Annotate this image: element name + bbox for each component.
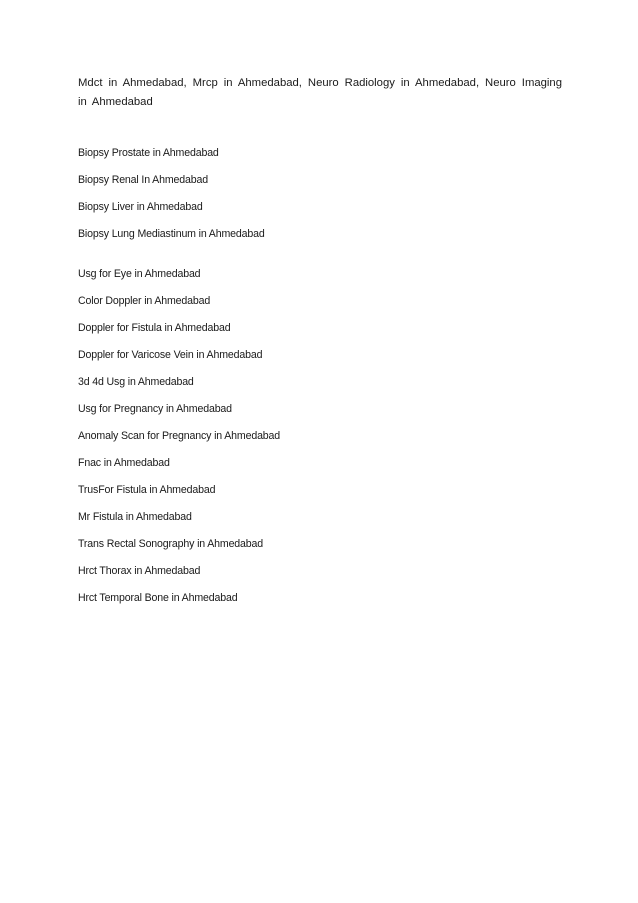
list-item: Biopsy Renal In Ahmedabad bbox=[78, 174, 208, 186]
list-item: Color Doppler in Ahmedabad bbox=[78, 295, 211, 307]
list-item: Anomaly Scan for Pregnancy in Ahmedabad bbox=[78, 430, 281, 442]
list-item: TrusFor Fistula in Ahmedabad bbox=[78, 484, 216, 496]
list-item: 3d 4d Usg in Ahmedabad bbox=[78, 376, 194, 388]
list-item: Hrct Temporal Bone in Ahmedabad bbox=[78, 592, 238, 604]
intro-paragraph: Mdct in Ahmedabad, Mrcp in Ahmedabad, Neuro Radiology in Ahmedabad, Neuro Imaging in Ahmedabad bbox=[78, 77, 562, 108]
list-item: Doppler for Fistula in Ahmedabad bbox=[78, 322, 231, 334]
list-item: Doppler for Varicose Vein in Ahmedabad bbox=[78, 349, 263, 361]
list-item: Biopsy Lung Mediastinum in Ahmedabad bbox=[78, 228, 265, 240]
biopsy-list bbox=[78, 147, 562, 241]
list-item: Biopsy Prostate in Ahmedabad bbox=[78, 147, 219, 159]
list-item: Biopsy Liver in Ahmedabad bbox=[78, 201, 203, 213]
list-item: Mr Fistula in Ahmedabad bbox=[78, 511, 192, 523]
list-item: Fnac in Ahmedabad bbox=[78, 457, 170, 469]
list-item: Trans Rectal Sonography in Ahmedabad bbox=[78, 538, 264, 550]
imaging-list bbox=[78, 268, 562, 605]
document-content bbox=[78, 74, 562, 619]
list-item: Usg for Eye in Ahmedabad bbox=[78, 268, 201, 280]
list-item: Usg for Pregnancy in Ahmedabad bbox=[78, 403, 232, 415]
list-item: Hrct Thorax in Ahmedabad bbox=[78, 565, 201, 577]
